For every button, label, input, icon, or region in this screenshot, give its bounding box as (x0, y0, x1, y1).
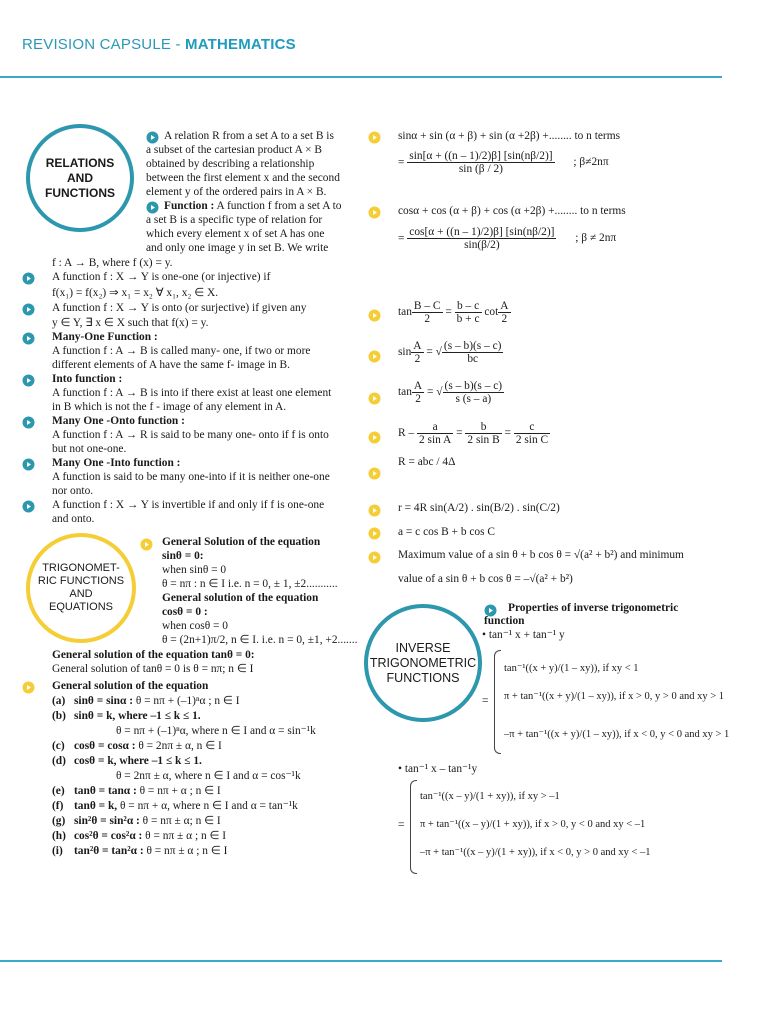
bullet-icon (140, 538, 153, 551)
solution-item (116, 769, 301, 783)
item-solution: θ = nπ ± α; n ∈ I (139, 815, 221, 827)
left-brace (410, 780, 417, 874)
text-line: A function f from a set A to (214, 200, 342, 212)
left-brace (494, 650, 501, 754)
bullet-icon (22, 303, 35, 316)
text-line: different elements of A have the same f- image in B. (52, 359, 290, 371)
solution-item (52, 814, 221, 828)
header-subject: MATHEMATICS (185, 36, 296, 53)
bullet-icon (368, 350, 381, 363)
circle-text: RELATIONS (45, 155, 115, 170)
page-header (22, 36, 296, 53)
item-equation: sinθ = sinα : (74, 695, 133, 707)
text-line: a subset of the cartesian product A × B (146, 144, 322, 156)
case-line: –π + tan⁻¹((x + y)/(1 – xy)), if x < 0, y < 0 and xy > 1 (504, 729, 730, 740)
subheading: Properties of inverse trigonometric (508, 602, 679, 614)
text-line: A function is said to be many one-into if it is neither one-one (52, 471, 330, 483)
subheading: sinθ = 0: (162, 550, 204, 562)
text-line: f : A → B, where f (x) = y. (52, 257, 173, 269)
circle-text: AND (67, 170, 93, 185)
text-line: between the first element x and the second (146, 172, 340, 184)
circle-text: TRIGONOMETRIC (369, 655, 477, 670)
item-equation: sin²θ = sin²α : (74, 815, 140, 827)
item-solution: θ = 2nπ ± α, where n ∈ I and α = cos⁻¹k (116, 770, 301, 782)
item-label: (b) (52, 710, 66, 722)
subheading: General solution of the equation tanθ = 0: (52, 649, 255, 661)
circle-text: FUNCTIONS (386, 670, 460, 685)
circle-text: FUNCTIONS (45, 185, 115, 200)
text-line: General solution of tanθ = 0 is θ = nπ; n ∈ I (52, 663, 254, 675)
subheading: Many One -Into function : (52, 457, 181, 469)
text-line: θ = (2n+1)π/2, n ∈ I. i.e. n = 0, ±1, +2....... (162, 634, 358, 646)
item-label: (c) (52, 740, 65, 752)
series-cos-formula: = $\frac{\cos[\alpha + ((n - 1)/2)\beta] [\sin(n\beta/2)]}{\sin(\beta/2)}$ ; β ≠ 2nπ (398, 226, 617, 251)
item-equation: cos²θ = cos²α : (74, 830, 143, 842)
item-equation: tan²θ = tan²α : (74, 845, 144, 857)
max-value-text: Maximum value of a sin θ + b cos θ = √(a² + b²) and minimum (398, 549, 684, 561)
item-equation: cosθ = k, where –1 ≤ k ≤ 1. (74, 755, 202, 767)
solution-item (52, 784, 221, 798)
case-line: tan⁻¹((x – y)/(1 + xy)), if xy > –1 (420, 791, 560, 802)
item-label: (i) (52, 845, 63, 857)
subheading: General Solution of the equation (162, 536, 321, 548)
text-line: which every element x of set A has one (146, 228, 325, 240)
text-line: A function f : A → R is said to be many one- onto if f is onto (52, 429, 329, 441)
item-label: (a) (52, 695, 66, 707)
text-line: element y of the ordered pairs in A × B. (146, 186, 327, 198)
tangent-rule-formula: tan $\frac{B - C}{2}$ = $\frac{b - c}{b + c}$ cot $\frac{A}{2}$ (398, 300, 509, 325)
bottom-divider (0, 960, 722, 962)
item-solution: θ = 2nπ ± α, n ∈ I (135, 740, 222, 752)
series-sin-text: sinα + sin (α + β) + sin (α +2β) +........ to n terms (398, 130, 621, 142)
solution-item (52, 739, 222, 753)
item-equation: tanθ = tanα : (74, 785, 137, 797)
solution-item (52, 799, 298, 813)
item-label: (d) (52, 755, 66, 767)
bullet-icon (368, 467, 381, 480)
item-label: (h) (52, 830, 66, 842)
bullet-icon (22, 458, 35, 471)
bullet-icon (22, 416, 35, 429)
item-solution: θ = nπ + (–1)ⁿα ; n ∈ I (133, 695, 240, 707)
text-line: A function f : A → B is called many- one, if two or more (52, 345, 311, 357)
text-line: and only one image y in set B. We write (146, 242, 329, 254)
text-line: A function f : A → B is into if there exist at least one element (52, 387, 332, 399)
subheading: function (484, 615, 525, 627)
text-line: and onto. (52, 513, 95, 525)
item-label: (e) (52, 785, 65, 797)
bullet-icon (368, 431, 381, 444)
bullet-icon (368, 527, 381, 540)
condition-text: ; β ≠ 2nπ (575, 232, 617, 245)
bullet-icon (22, 272, 35, 285)
solution-item (116, 724, 316, 738)
text-line: when sinθ = 0 (162, 564, 227, 576)
solution-item (52, 754, 202, 768)
text-line: obtained by describing a relationship (146, 158, 315, 170)
text-line: A function f : X → Y is onto (or surjective) if given any (52, 302, 307, 314)
circumradius-formula: R = abc / 4Δ (398, 456, 456, 468)
case-line: π + tan⁻¹((x – y)/(1 + xy)), if x > 0, y < 0 and xy < –1 (420, 819, 646, 830)
text-line: f(x₁) = f(x₂) ⇒ x₁ = x₂ ∀ x₁, x₂ ∈ X. (52, 287, 219, 299)
item-solution: θ = nπ ± α ; n ∈ I (143, 845, 228, 857)
function-title: Function : (164, 200, 215, 212)
header-prefix: REVISION CAPSULE - (22, 36, 186, 53)
bullet-icon (22, 374, 35, 387)
circle-text: AND (69, 588, 93, 600)
item-solution: θ = nπ ± α ; n ∈ I (142, 830, 227, 842)
case-line: π + tan⁻¹((x + y)/(1 – xy)), if x > 0, y > 0 and xy > 1 (504, 691, 725, 702)
projection-formula: a = c cos B + b cos C (398, 526, 495, 538)
solution-item (52, 844, 227, 858)
text-line: A relation R from a set A to a set B is (164, 130, 334, 142)
item-equation: cosθ = cosα : (74, 740, 136, 752)
item-equation: tanθ = k, (74, 800, 118, 812)
circle-text: INVERSE (395, 640, 451, 655)
solution-item (52, 694, 240, 708)
text-line: in B which is not the f - image of any element in A. (52, 401, 287, 413)
item-label: (g) (52, 815, 66, 827)
bullet-icon (22, 681, 35, 694)
case-line: –π + tan⁻¹((x – y)/(1 + xy)), if x < 0, y > 0 and xy < –1 (420, 847, 651, 858)
bullet-icon (368, 309, 381, 322)
solution-item (52, 709, 201, 723)
min-value-text: value of a sin θ + b cos θ = –√(a² + b²) (398, 573, 573, 585)
text-line: but not one-one. (52, 443, 127, 455)
text-line: a set B is a specific type of relation for (146, 214, 323, 226)
subheading: Many One -Onto function : (52, 415, 185, 427)
text-line: when cosθ = 0 (162, 620, 228, 632)
text-line: A function f : X → Y is one-one (or injective) if (52, 271, 271, 283)
item-solution: θ = nπ + α ; n ∈ I (136, 785, 221, 797)
circle-text: RIC FUNCTIONS (37, 575, 125, 587)
text-line: nor onto. (52, 485, 94, 497)
text-line: θ = nπ : n ∈ I i.e. n = 0, ± 1, ±2........... (162, 578, 338, 590)
text-line: A function f : X → Y is invertible if and only if f is one-one (52, 499, 325, 511)
bullet-icon (22, 500, 35, 513)
condition-text: ; β≠2nπ (573, 156, 609, 169)
item-solution: θ = nπ + (–1)ⁿα, where n ∈ I and α = sin⁻¹k (116, 725, 316, 737)
case-line: tan⁻¹((x + y)/(1 – xy)), if xy < 1 (504, 663, 639, 674)
relations-circle (26, 124, 134, 232)
item-label: (f) (52, 800, 64, 812)
series-cos-text: cosα + cos (α + β) + cos (α +2β) +........ to n terms (398, 205, 626, 217)
inradius-formula: r = 4R sin(A/2) . sin(B/2) . sin(C/2) (398, 502, 560, 514)
subheading: Many-One Function : (52, 331, 158, 343)
sine-rule-formula: R – $\frac{a}{\text{2 sin A}}$ = $\frac{b}{\text{2 sin B}}$ = $\frac{c}{\text{2 sin C}}$ (398, 421, 549, 446)
bullet-icon (368, 551, 381, 564)
tan-diff-heading: • tan⁻¹ x – tan⁻¹y (398, 763, 478, 775)
inverse-circle (364, 604, 482, 722)
bullet-icon (368, 206, 381, 219)
circle-text: TRIGONOMET- (42, 562, 120, 574)
item-solution: θ = nπ + α, where n ∈ I and α = tan⁻¹k (117, 800, 298, 812)
top-divider (0, 76, 722, 78)
subheading: General solution of the equation (52, 680, 209, 692)
text-line: y ∈ Y, ∃ x ∈ X such that f(x) = y. (52, 317, 209, 329)
trig-circle (26, 533, 136, 643)
half-angle-tan-formula: tan $\frac{A}{2}$ = √ $\frac{(s - b)(s - c)}{s (s - a)}$ (398, 380, 503, 405)
tan-sum-heading: • tan⁻¹ x + tan⁻¹ y (482, 629, 565, 641)
series-sin-formula: = $\frac{\sin[\alpha + ((n - 1)/2)\beta] [\sin(n\beta/2)]}{\sin (\beta / 2)}$ ; β≠2nπ (398, 150, 609, 175)
bullet-icon (22, 332, 35, 345)
bullet-icon (368, 504, 381, 517)
bullet-icon (368, 392, 381, 405)
subheading: General solution of the equation (162, 592, 319, 604)
subheading: cosθ = 0 : (162, 606, 208, 618)
half-angle-sin-formula: sin $\frac{A}{2}$ = √ $\frac{(s - b)(s - c)}{bc}$ (398, 340, 502, 365)
circle-text: EQUATIONS (49, 601, 113, 613)
solution-item (52, 829, 226, 843)
bullet-icon (368, 131, 381, 144)
subheading: Into function : (52, 373, 123, 385)
item-equation: sinθ = k, where –1 ≤ k ≤ 1. (74, 710, 201, 722)
